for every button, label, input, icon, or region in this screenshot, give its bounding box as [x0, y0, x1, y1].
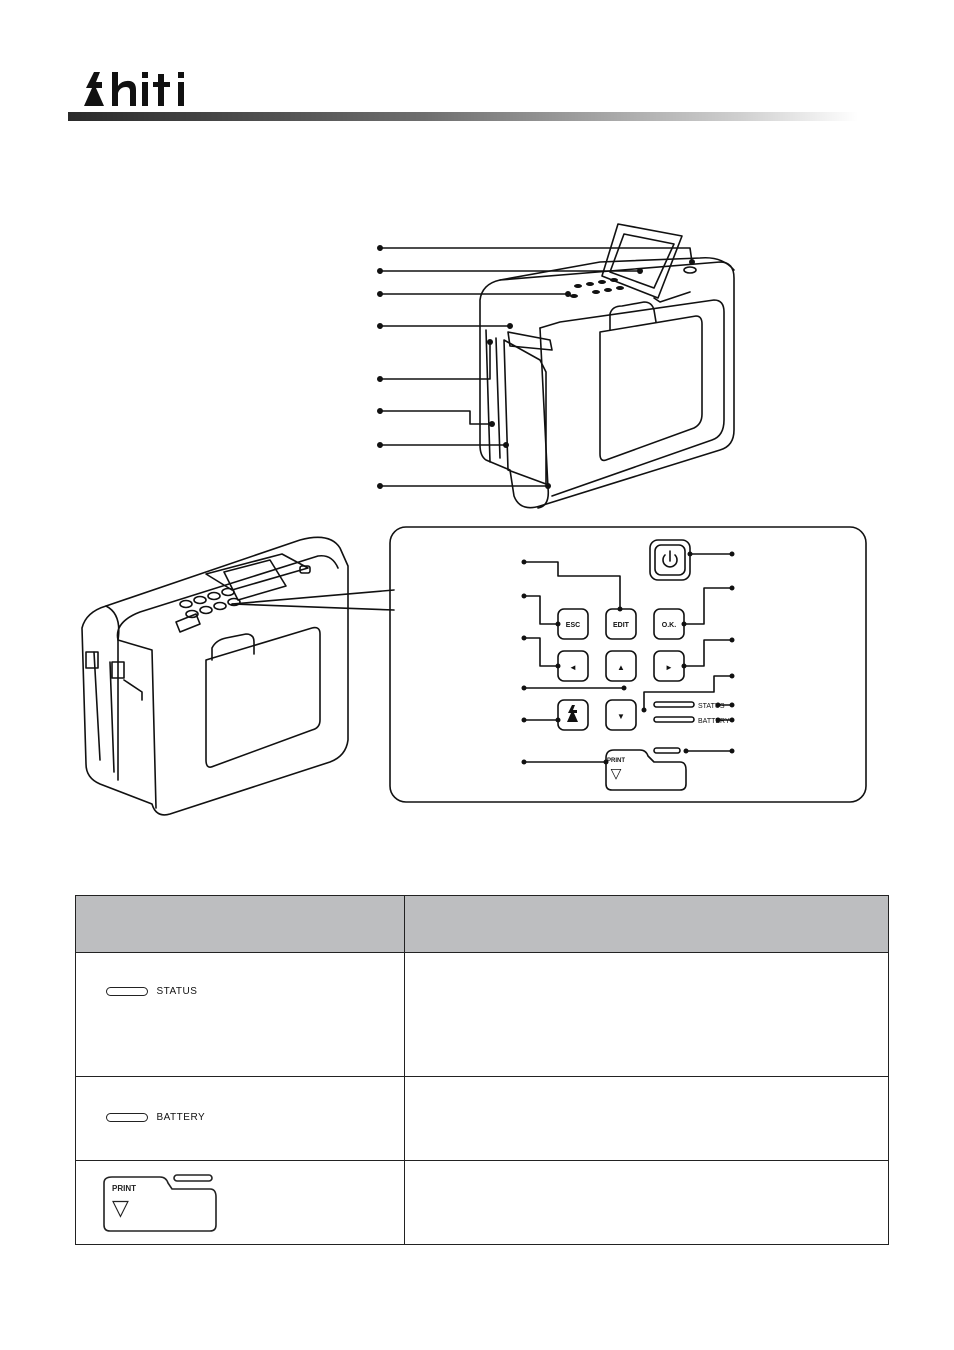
- control-panel-zoom: [390, 527, 866, 802]
- printer-front-view: [82, 537, 348, 815]
- status-led-icon: [106, 987, 148, 996]
- status-indicator-label: STATUS: [156, 986, 198, 998]
- up-arrow-icon: ▲: [617, 663, 625, 672]
- header-rule: [68, 112, 858, 121]
- printer-diagram: [0, 200, 954, 820]
- print-triangle-icon: ▽: [112, 1196, 129, 1221]
- status-description-cell: [405, 953, 889, 1077]
- down-arrow-icon: ▼: [617, 712, 625, 721]
- print-indicator-cell: [76, 1161, 405, 1245]
- table-header-cell: [76, 896, 405, 953]
- table-header-cell: [405, 896, 889, 953]
- left-arrow-icon: ◄: [569, 663, 577, 672]
- callout-dots-upper: [377, 245, 695, 489]
- table-header-row: [76, 896, 889, 953]
- zoom-line-top: [232, 590, 394, 604]
- edit-button-label: EDIT: [613, 622, 629, 629]
- printer-side-view: [480, 224, 734, 508]
- hiti-key-icon: [567, 705, 578, 722]
- table-row: [76, 1161, 889, 1245]
- battery-led-icon: [106, 1113, 148, 1122]
- hiti-logo: [82, 66, 202, 110]
- zoom-line-bottom: [232, 604, 394, 610]
- right-arrow-icon: ►: [665, 663, 673, 672]
- ok-button-label: O.K.: [661, 622, 677, 629]
- battery-led-label: BATTERY: [698, 718, 730, 725]
- print-description-cell: [405, 1161, 889, 1245]
- battery-description-cell: [405, 1077, 889, 1161]
- battery-indicator-label: BATTERY: [156, 1112, 206, 1124]
- table-row: [76, 1077, 889, 1161]
- power-icon: [663, 551, 677, 567]
- callouts-upper: [380, 248, 692, 486]
- print-key-label: PRINT: [607, 758, 625, 764]
- status-indicator-cell: [76, 953, 405, 1077]
- lower-keypad: [176, 589, 240, 633]
- battery-indicator-cell: [76, 1077, 405, 1161]
- table-row: [76, 953, 889, 1077]
- print-indicator-label: PRINT: [112, 1184, 136, 1193]
- indicator-table: [75, 895, 889, 1245]
- status-led-label: STATUS: [698, 703, 725, 710]
- print-triangle-icon: ▽: [610, 765, 622, 781]
- esc-button-label: ESC: [565, 622, 581, 629]
- print-key-icon: [100, 1169, 220, 1235]
- callout-dots-panel: [522, 552, 735, 765]
